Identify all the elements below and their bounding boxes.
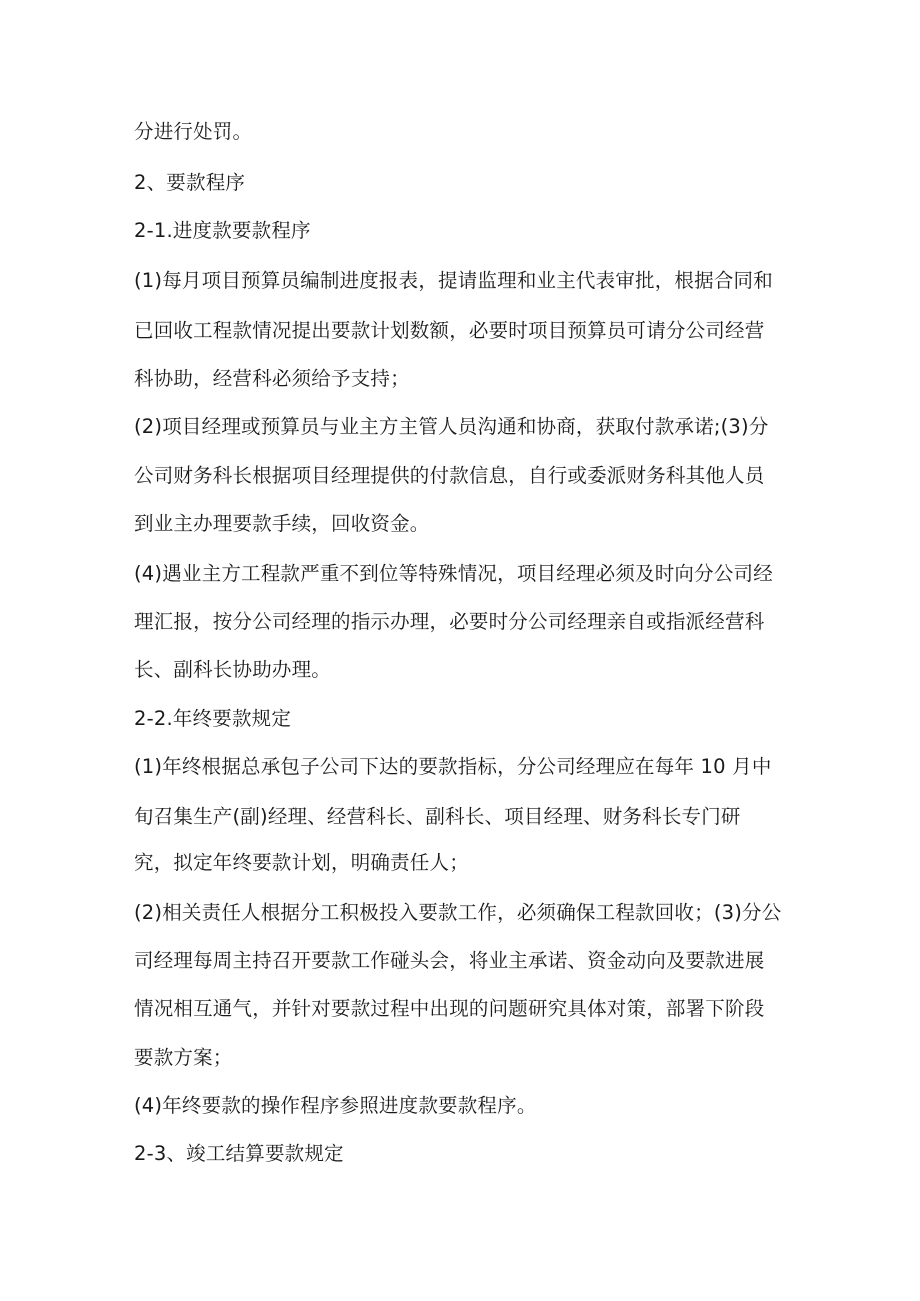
- text-line: (1)每月项目预算员编制进度报表，提请监理和业主代表审批，根据合同和: [134, 269, 773, 292]
- text-line: 分进行处罚。: [134, 120, 253, 143]
- text-line: 情况相互通气，并针对要款过程中出现的问题研究具体对策，部署下阶段: [134, 997, 765, 1020]
- text-line: (4)遇业主方工程款严重不到位等特殊情况，项目经理必须及时向分公司经: [134, 562, 773, 585]
- text-line: 司经理每周主持召开要款工作碰头会，将业主承诺、资金动向及要款进展: [134, 949, 765, 972]
- text-line: (2)相关责任人根据分工积极投入要款工作，必须确保工程款回收；(3)分公: [134, 901, 782, 924]
- text-line: 长、副科长协助办理。: [134, 658, 332, 681]
- text-line: 科协助，经营科必须给予支持；: [134, 367, 410, 390]
- subsection-heading: 2-1.进度款要款程序: [134, 219, 311, 242]
- text-line: 公司财务科长根据项目经理提供的付款信息，自行或委派财务科其他人员: [134, 464, 765, 487]
- subsection-heading: 2-2.年终要款规定: [134, 707, 292, 730]
- text-line: 旬召集生产(副)经理、经营科长、副科长、项目经理、财务科长专门研: [134, 805, 741, 828]
- text-line: 理汇报，按分公司经理的指示办理，必要时分公司经理亲自或指派经营科: [134, 610, 765, 633]
- text-line: (1)年终根据总承包子公司下达的要款指标，分公司经理应在每年 10 月中: [134, 755, 772, 778]
- subsection-heading: 2-3、竣工结算要款规定: [134, 1142, 344, 1165]
- text-line: 要款方案；: [134, 1046, 233, 1069]
- section-heading: 2、要款程序: [134, 171, 246, 194]
- text-line: (2)项目经理或预算员与业主方主管人员沟通和协商，获取付款承诺;(3)分: [134, 415, 769, 438]
- text-line: 到业主办理要款手续，回收资金。: [134, 512, 430, 535]
- text-line: 已回收工程款情况提出要款计划数额，必要时项目预算员可请分公司经营: [134, 319, 765, 342]
- text-line: (4)年终要款的操作程序参照进度款要款程序。: [134, 1094, 537, 1117]
- text-line: 究，拟定年终要款计划，明确责任人；: [134, 851, 469, 874]
